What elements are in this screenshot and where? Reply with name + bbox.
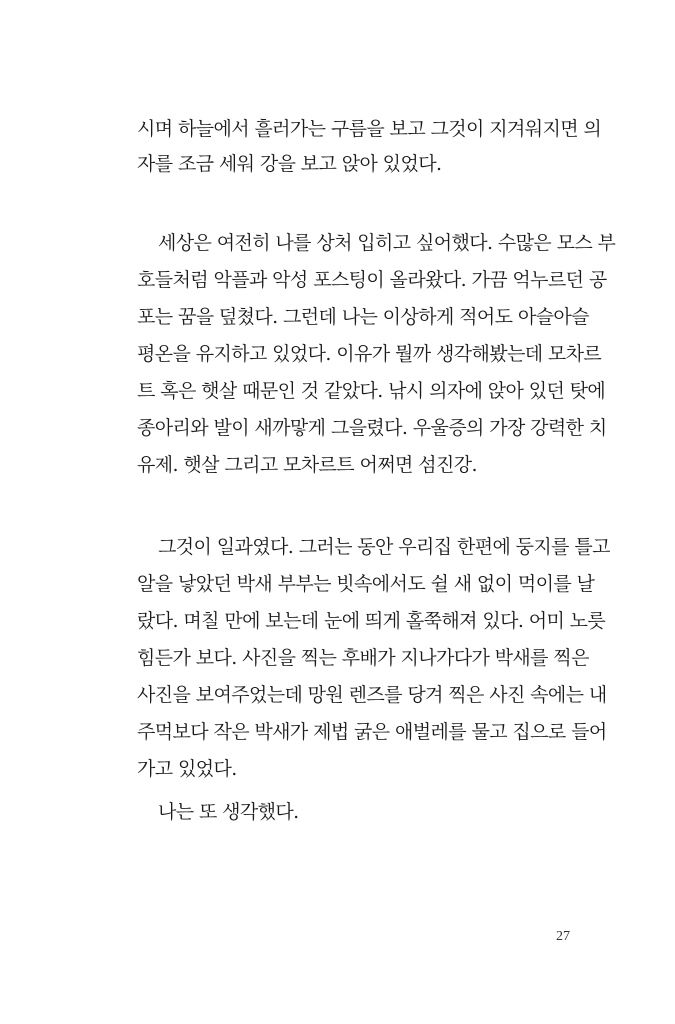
text-line: 힘든가 보다. 사진을 찍는 후배가 지나가다가 박새를 찍은 — [137, 647, 589, 669]
text-line: 포는 꿈을 덮쳤다. 그런데 나는 이상하게 적어도 아슬아슬 — [137, 306, 589, 328]
text-line: 자를 조금 세워 강을 보고 앉아 있었다. — [137, 153, 442, 175]
text-line: 나는 또 생각했다. — [158, 801, 299, 823]
text-line: 주먹보다 작은 박새가 제법 굵은 애벌레를 물고 집으로 들어 — [137, 721, 607, 743]
text-line: 트 혹은 햇살 때문인 것 같았다. 낚시 의자에 앉아 있던 탓에 — [137, 380, 606, 402]
text-line: 평온을 유지하고 있었다. 이유가 뭘까 생각해봤는데 모차르 — [137, 343, 602, 365]
text-line: 알을 낳았던 박새 부부는 빗속에서도 쉴 새 없이 먹이를 날 — [137, 573, 595, 595]
text-line: 세상은 여전히 나를 상처 입히고 싶어했다. 수많은 모스 부 — [158, 232, 616, 254]
text-line: 그것이 일과였다. 그러는 동안 우리집 한편에 둥지를 틀고 — [158, 536, 610, 558]
text-line: 시며 하늘에서 흘러가는 구름을 보고 그것이 지겨워지면 의 — [137, 118, 602, 140]
text-line: 가고 있었다. — [137, 758, 237, 780]
text-line: 랐다. 며칠 만에 보는데 눈에 띄게 홀쭉해져 있다. 어미 노릇 — [137, 610, 606, 632]
text-line: 종아리와 발이 새까맣게 그을렸다. 우울증의 가장 강력한 치 — [137, 417, 607, 439]
text-line: 사진을 보여주었는데 망원 렌즈를 당겨 찍은 사진 속에는 내 — [137, 684, 607, 706]
text-line: 호들처럼 악플과 악성 포스팅이 올라왔다. 가끔 억누르던 공 — [137, 269, 607, 291]
text-line: 유제. 햇살 그리고 모차르트 어쩌면 섬진강. — [137, 454, 477, 476]
page-number: 27 — [556, 929, 570, 944]
